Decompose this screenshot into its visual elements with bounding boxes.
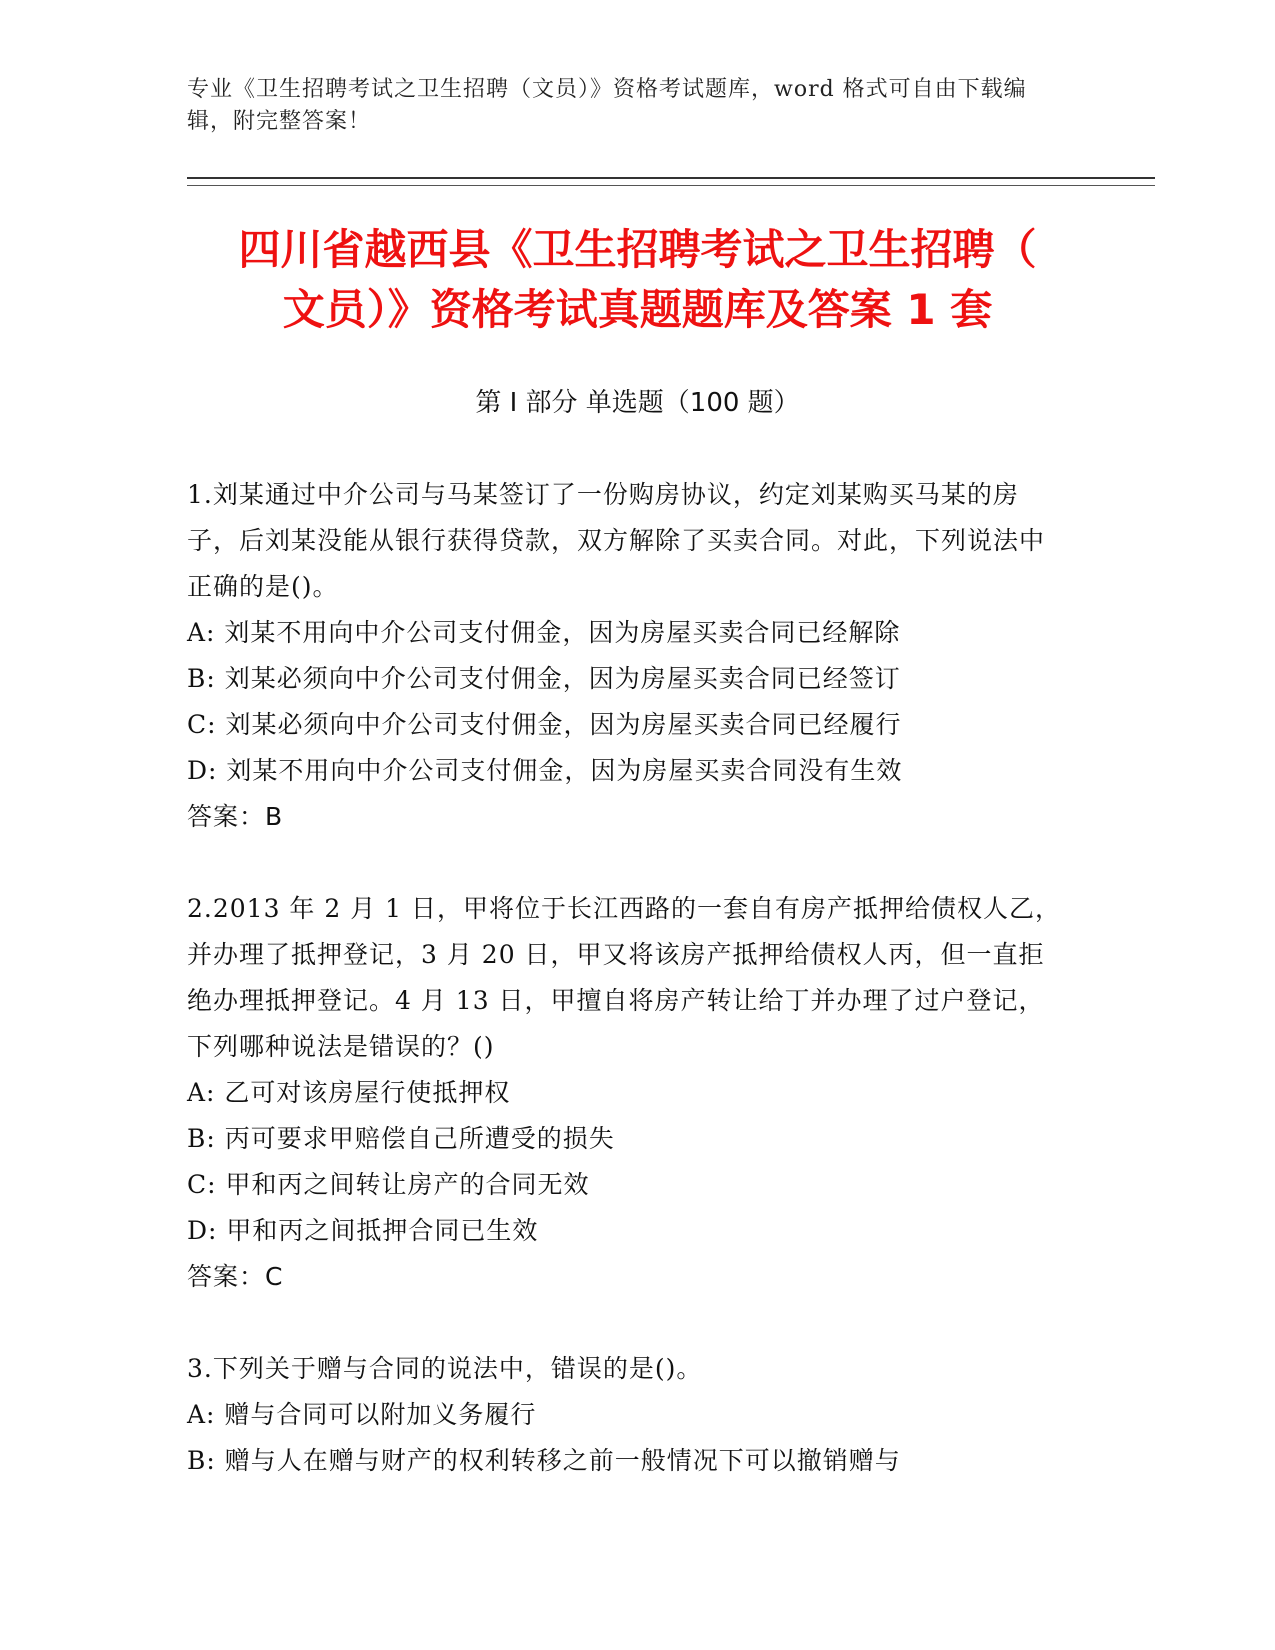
question-list [187, 472, 1067, 1530]
question-stem: 2.2013 年 2 月 1 日，甲将位于长江西路的一套自有房产抵押给债权人乙，并办理了抵押登记，3 月 20 日，甲又将该房产抵押给债权人丙，但一直拒绝办理抵押登记。4 月 13 日，甲擅自将房产转让给丁并办理了过户登记，下列哪种说法是错误的？() [187, 894, 1062, 1061]
header-note: 专业《卫生招聘考试之卫生招聘（文员）》资格考试题库，word 格式可自由下载编辑，附完整答案！ [187, 77, 1027, 134]
document-title [160, 220, 1115, 340]
option-d: D: 刘某不用向中介公司支付佣金，因为房屋买卖合同没有生效 [187, 756, 903, 785]
option-d: D: 甲和丙之间抵押合同已生效 [187, 1216, 539, 1245]
answer-line: 答案：C [187, 1262, 284, 1291]
option-c: C: 甲和丙之间转让房产的合同无效 [187, 1170, 590, 1199]
option-b: B: 赠与人在赠与财产的权利转移之前一般情况下可以撤销赠与 [187, 1446, 901, 1475]
document-title-line-2: 文员）》资格考试真题题库及答案 1 套 [282, 285, 993, 334]
option-a: A: 乙可对该房屋行使抵押权 [187, 1078, 511, 1107]
option-a: A: 赠与合同可以附加义务履行 [187, 1400, 537, 1429]
answer-line: 答案：B [187, 802, 284, 831]
document-title-line-1: 四川省越西县《卫生招聘考试之卫生招聘（ [238, 225, 1037, 274]
question-stem: 3.下列关于赠与合同的说法中，错误的是()。 [187, 1354, 703, 1383]
header-divider-thin [187, 185, 1155, 186]
question-3 [187, 1346, 1067, 1484]
section-heading: 第 I 部分 单选题（100 题） [475, 388, 800, 418]
header-divider-thick [187, 177, 1155, 179]
question-stem: 1.刘某通过中介公司与马某签订了一份购房协议，约定刘某购买马某的房子，后刘某没能从银行获得贷款，双方解除了买卖合同。对此，下列说法中正确的是()。 [187, 480, 1046, 601]
option-c: C: 刘某必须向中介公司支付佣金，因为房屋买卖合同已经履行 [187, 710, 902, 739]
option-a: A: 刘某不用向中介公司支付佣金，因为房屋买卖合同已经解除 [187, 618, 901, 647]
option-b: B: 刘某必须向中介公司支付佣金，因为房屋买卖合同已经签订 [187, 664, 901, 693]
question-1 [187, 472, 1067, 840]
option-b: B: 丙可要求甲赔偿自己所遭受的损失 [187, 1124, 615, 1153]
question-2 [187, 886, 1067, 1300]
